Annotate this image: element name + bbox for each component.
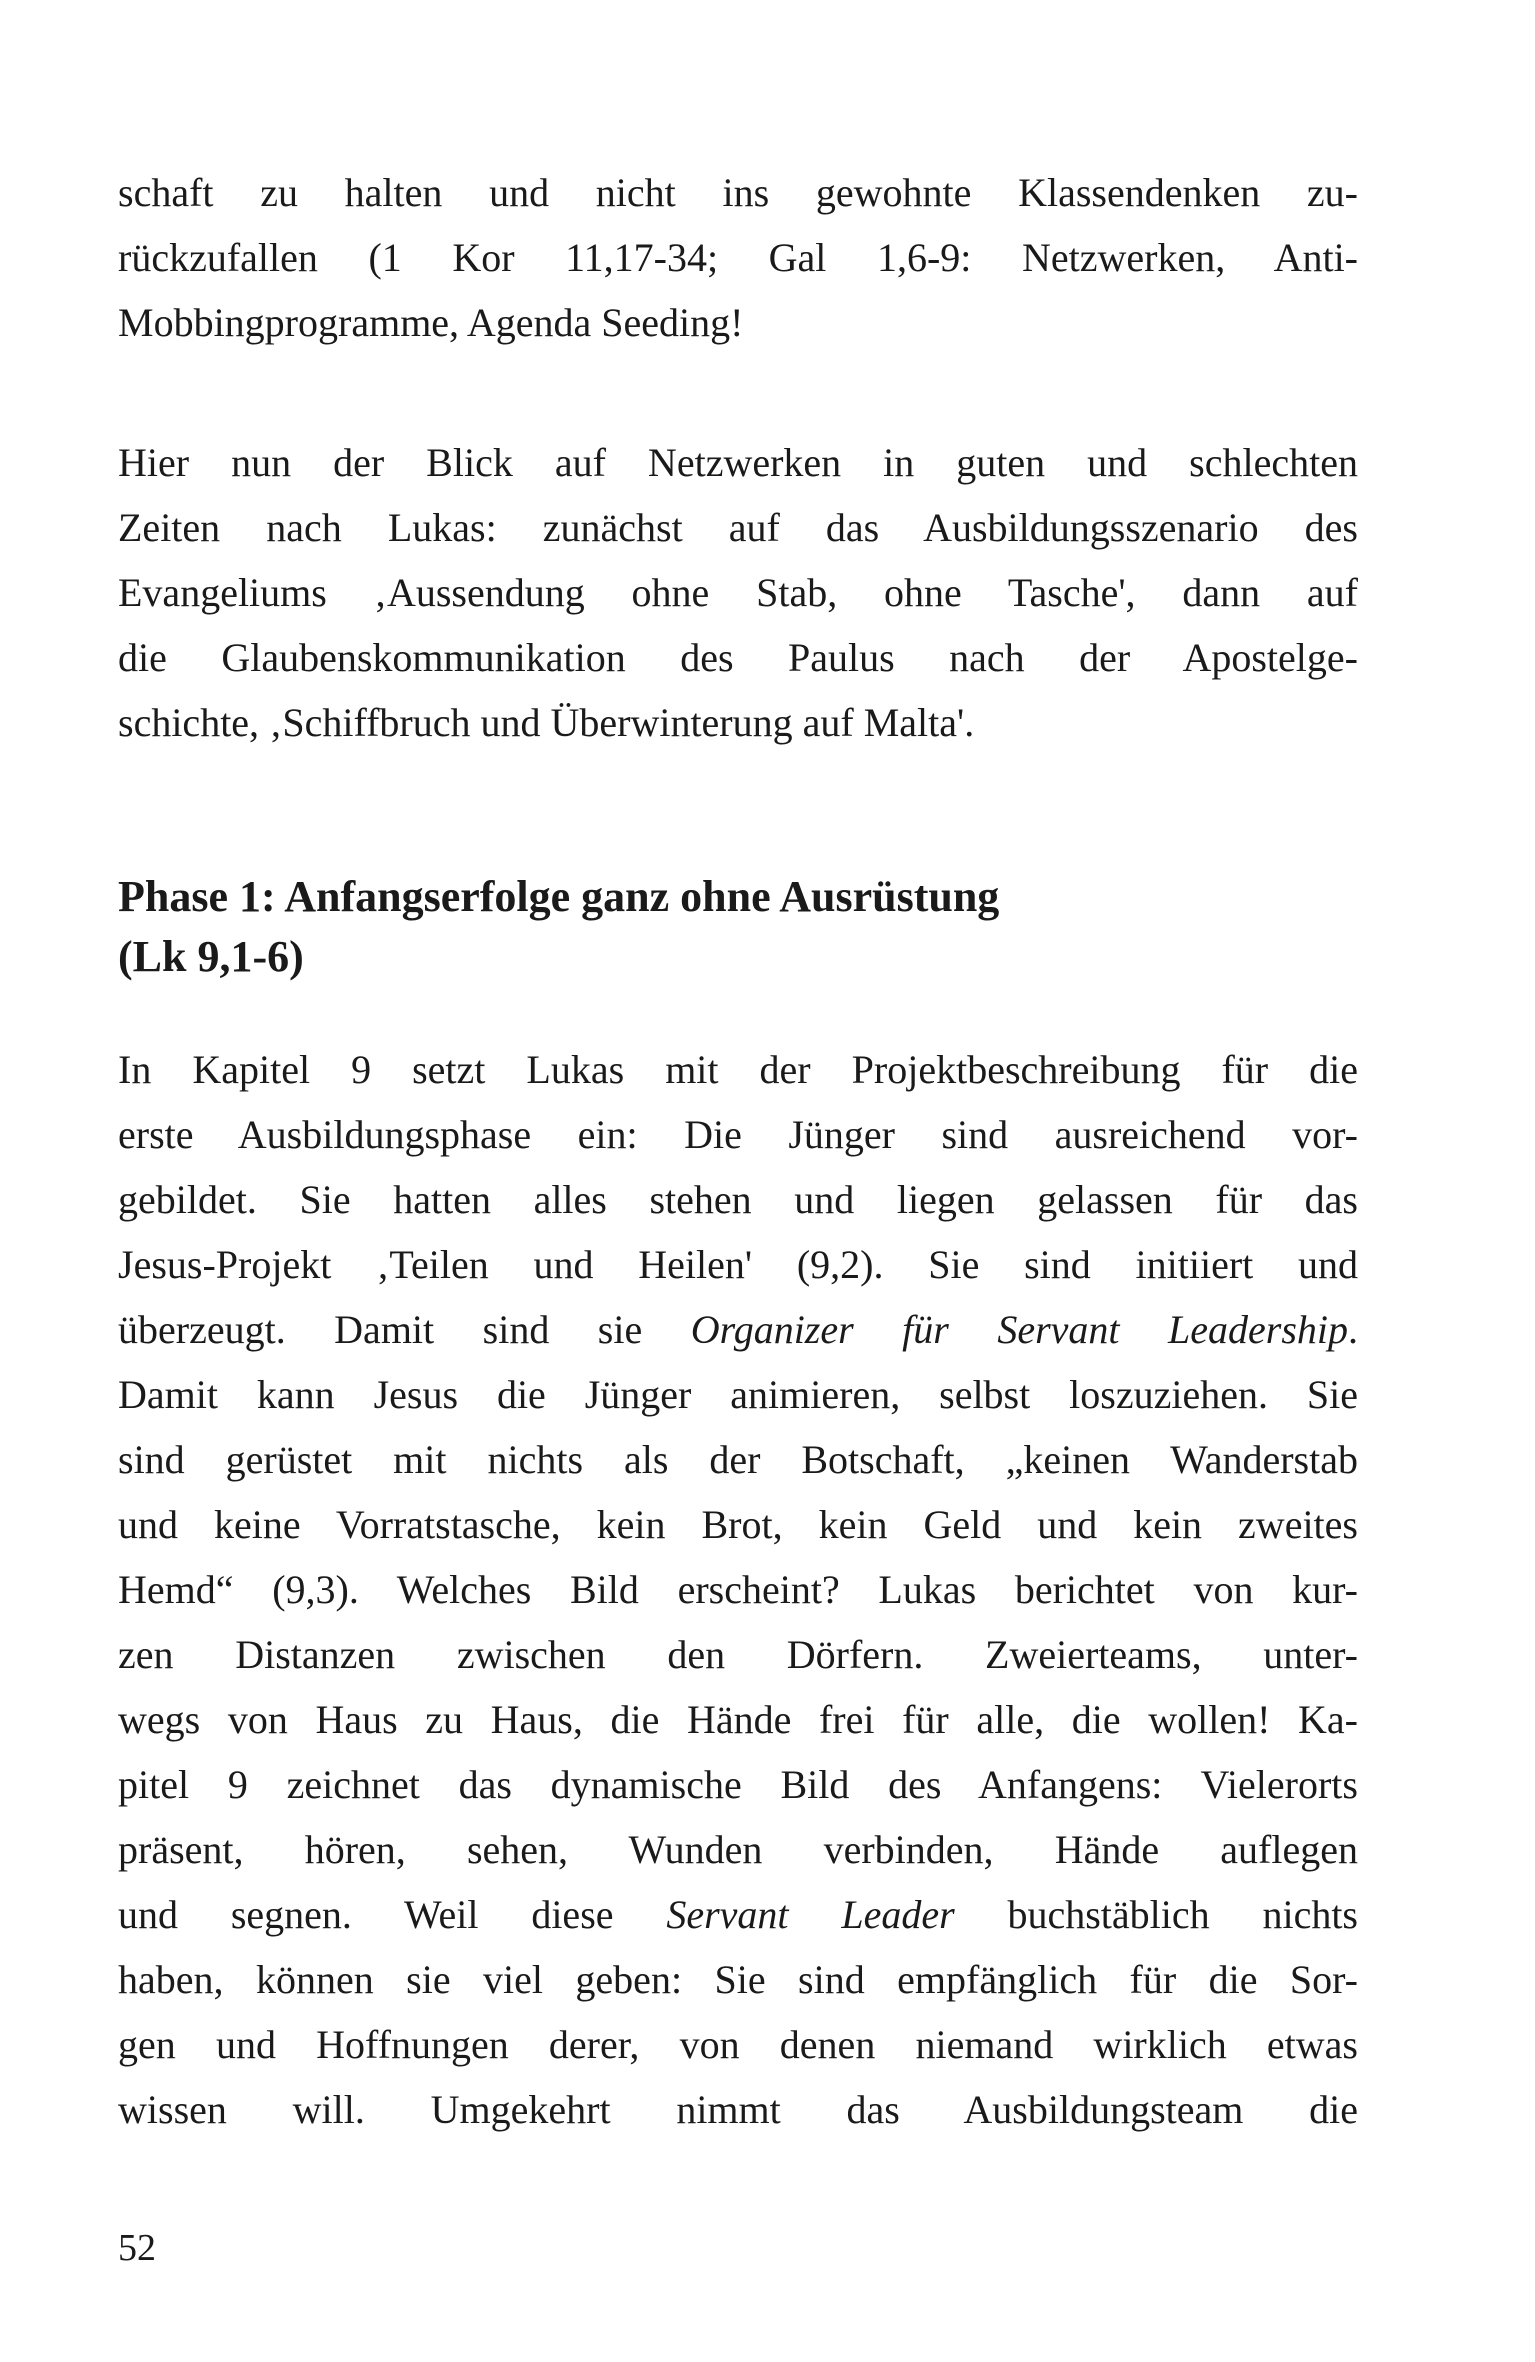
text-line (118, 1167, 1358, 1232)
text-segment: gebildet. Sie hatten alles stehen und liegen gelassen für das (118, 1177, 1358, 1222)
text-line (118, 1427, 1358, 1492)
text-segment: schaft zu halten und nicht ins gewohnte Klassendenken zu- (118, 170, 1358, 215)
text-line (118, 625, 1358, 690)
paragraph (118, 160, 1358, 355)
text-line (118, 560, 1358, 625)
text-line (118, 1882, 1358, 1947)
text-line (118, 495, 1358, 560)
text-segment: Hier nun der Blick auf Netzwerken in guten und schlechten (118, 440, 1358, 485)
text-segment: überzeugt. Damit sind sie (118, 1307, 691, 1352)
text-segment: erste Ausbildungsphase ein: Die Jünger sind ausreichend vor- (118, 1112, 1358, 1157)
text-line (118, 1362, 1358, 1427)
text-segment: und segnen. Weil diese (118, 1892, 667, 1937)
text-segment: pitel 9 zeichnet das dynamische Bild des Anfangens: Vielerorts (118, 1762, 1358, 1807)
text-segment: Jesus-Projekt ‚Teilen und Heilen' (9,2). Sie sind initiiert und (118, 1242, 1358, 1287)
text-segment: und keine Vorratstasche, kein Brot, kein Geld und kein zweites (118, 1502, 1358, 1547)
text-segment: wissen will. Umgekehrt nimmt das Ausbildungsteam die (118, 2087, 1358, 2132)
text-segment: sind gerüstet mit nichts als der Botschaft, „keinen Wanderstab (118, 1437, 1358, 1482)
text-line (118, 430, 1358, 495)
text-segment: haben, können sie viel geben: Sie sind empfänglich für die Sor- (118, 1957, 1358, 2002)
text-line (118, 225, 1358, 290)
text-segment: gen und Hoffnungen derer, von denen niemand wirklich etwas (118, 2022, 1358, 2067)
text-segment: Mobbingprogramme, Agenda Seeding! (118, 300, 744, 345)
text-line (118, 1557, 1358, 1622)
text-line (118, 1492, 1358, 1557)
text-segment: . (1348, 1307, 1358, 1352)
text-line (118, 1752, 1358, 1817)
text-segment: wegs von Haus zu Haus, die Hände frei für alle, die wollen! Ka- (118, 1697, 1358, 1742)
text-line (118, 2077, 1358, 2142)
text-line (118, 1622, 1358, 1687)
text-segment: die Glaubenskommunikation des Paulus nach der Apostelge- (118, 635, 1358, 680)
text-segment: zen Distanzen zwischen den Dörfern. Zweierteams, unter- (118, 1632, 1358, 1677)
text-segment: Damit kann Jesus die Jünger animieren, selbst loszuziehen. Sie (118, 1372, 1358, 1417)
text-line (118, 690, 1358, 755)
text-segment: Zeiten nach Lukas: zunächst auf das Ausbildungsszenario des (118, 505, 1358, 550)
text-line (118, 927, 1358, 987)
text-segment: Phase 1: Anfangserfolge ganz ohne Ausrüstung (118, 872, 1000, 921)
text-line (118, 1232, 1358, 1297)
text-line (118, 1947, 1358, 2012)
text-line (118, 1297, 1358, 1362)
text-segment: (Lk 9,1-6) (118, 932, 304, 981)
text-segment: rückzufallen (1 Kor 11,17-34; Gal 1,6-9: Netzwerken, Anti- (118, 235, 1358, 280)
text-line (118, 1817, 1358, 1882)
section-heading (118, 867, 1358, 987)
page-number: 52 (118, 2227, 156, 2269)
text-line (118, 290, 1358, 355)
text-segment: schichte, ‚Schiffbruch und Überwinterung auf Malta'. (118, 700, 975, 745)
text-segment: Hemd“ (9,3). Welches Bild erscheint? Lukas berichtet von kur- (118, 1567, 1358, 1612)
text-line (118, 2012, 1358, 2077)
text-line (118, 160, 1358, 225)
text-segment: buchstäblich nichts (954, 1892, 1358, 1937)
paragraph (118, 430, 1358, 755)
text-segment: präsent, hören, sehen, Wunden verbinden, Hände auflegen (118, 1827, 1358, 1872)
paragraph (118, 1037, 1358, 2142)
text-line (118, 1102, 1358, 1167)
text-line (118, 867, 1358, 927)
text-segment: Evangeliums ‚Aussendung ohne Stab, ohne Tasche', dann auf (118, 570, 1358, 615)
page-content (118, 160, 1358, 2142)
text-line (118, 1037, 1358, 1102)
italic-text: Servant Leader (666, 1892, 955, 1937)
text-segment: In Kapitel 9 setzt Lukas mit der Projektbeschreibung für die (118, 1047, 1358, 1092)
italic-text: Organizer für Servant Leadership (690, 1307, 1348, 1352)
text-line (118, 1687, 1358, 1752)
